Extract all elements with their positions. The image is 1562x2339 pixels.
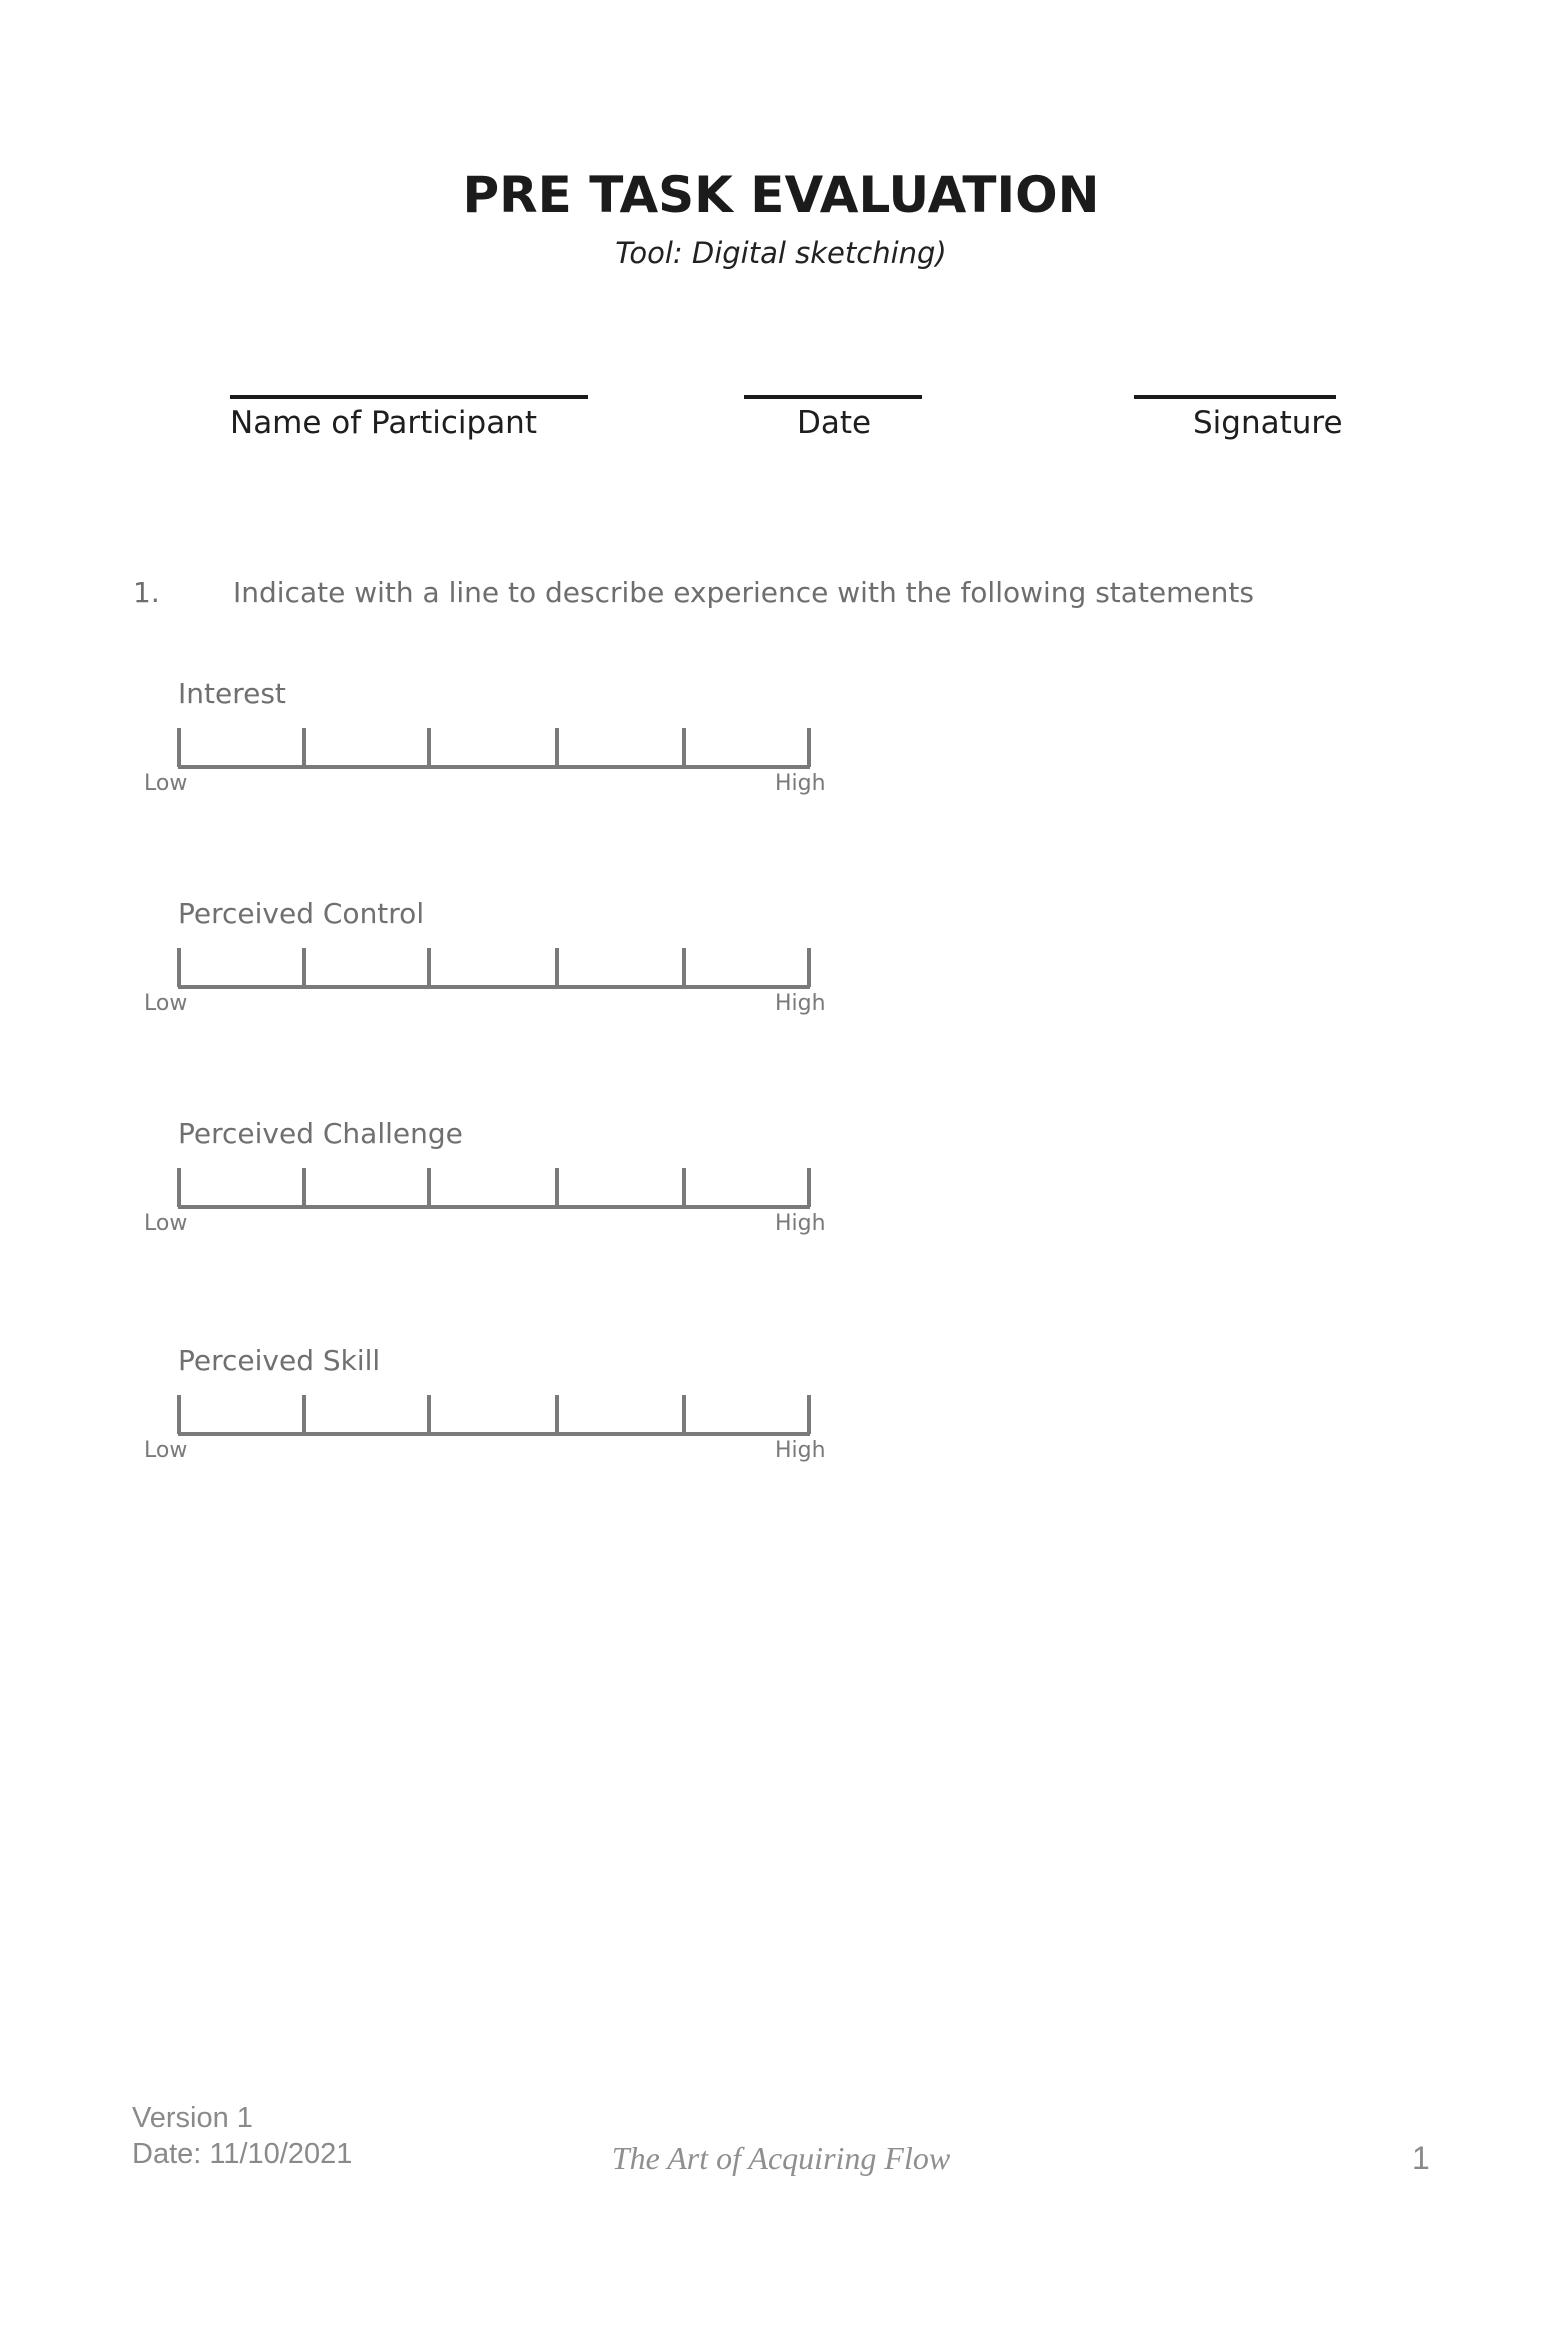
rating-scale-line[interactable] (170, 943, 820, 993)
footer-date: Date: 11/10/2021 (132, 2138, 353, 2170)
scale-high-label: High (775, 1211, 826, 1236)
scale-perceived-skill (0, 1344, 900, 1504)
scale-low-label: Low (144, 1211, 188, 1236)
scale-high-label: High (775, 1438, 826, 1463)
scale-high-label: High (775, 991, 826, 1016)
participant-name-line[interactable] (230, 395, 588, 399)
question-text: Indicate with a line to describe experience with the following statements (233, 576, 1254, 609)
question-number: 1. (133, 576, 160, 609)
rating-scale-line[interactable] (170, 1390, 820, 1440)
scale-low-label: Low (144, 1438, 188, 1463)
scale-low-label: Low (144, 991, 188, 1016)
rating-scale-line[interactable] (170, 1163, 820, 1213)
scale-interest (0, 677, 900, 837)
page-number: 1 (1412, 2140, 1430, 2176)
scale-low-label: Low (144, 771, 188, 796)
footer-version: Version 1 (132, 2102, 253, 2134)
date-line[interactable] (744, 395, 922, 399)
scale-label: Perceived Control (178, 897, 425, 930)
scale-label: Perceived Skill (178, 1344, 381, 1377)
scale-perceived-control (0, 897, 900, 1057)
page-subtitle: Tool: Digital sketching) (615, 236, 947, 270)
page-title: PRE TASK EVALUATION (462, 166, 1100, 224)
footer-document-name: The Art of Acquiring Flow (611, 2140, 951, 2176)
scale-label: Interest (178, 677, 286, 710)
participant-name-label: Name of Participant (230, 405, 537, 441)
signature-line[interactable] (1134, 395, 1336, 399)
date-label: Date (797, 405, 872, 441)
scale-label: Perceived Challenge (178, 1117, 463, 1150)
scale-perceived-challenge (0, 1117, 900, 1277)
scale-high-label: High (775, 771, 826, 796)
rating-scale-line[interactable] (170, 723, 820, 773)
signature-label: Signature (1193, 405, 1343, 441)
